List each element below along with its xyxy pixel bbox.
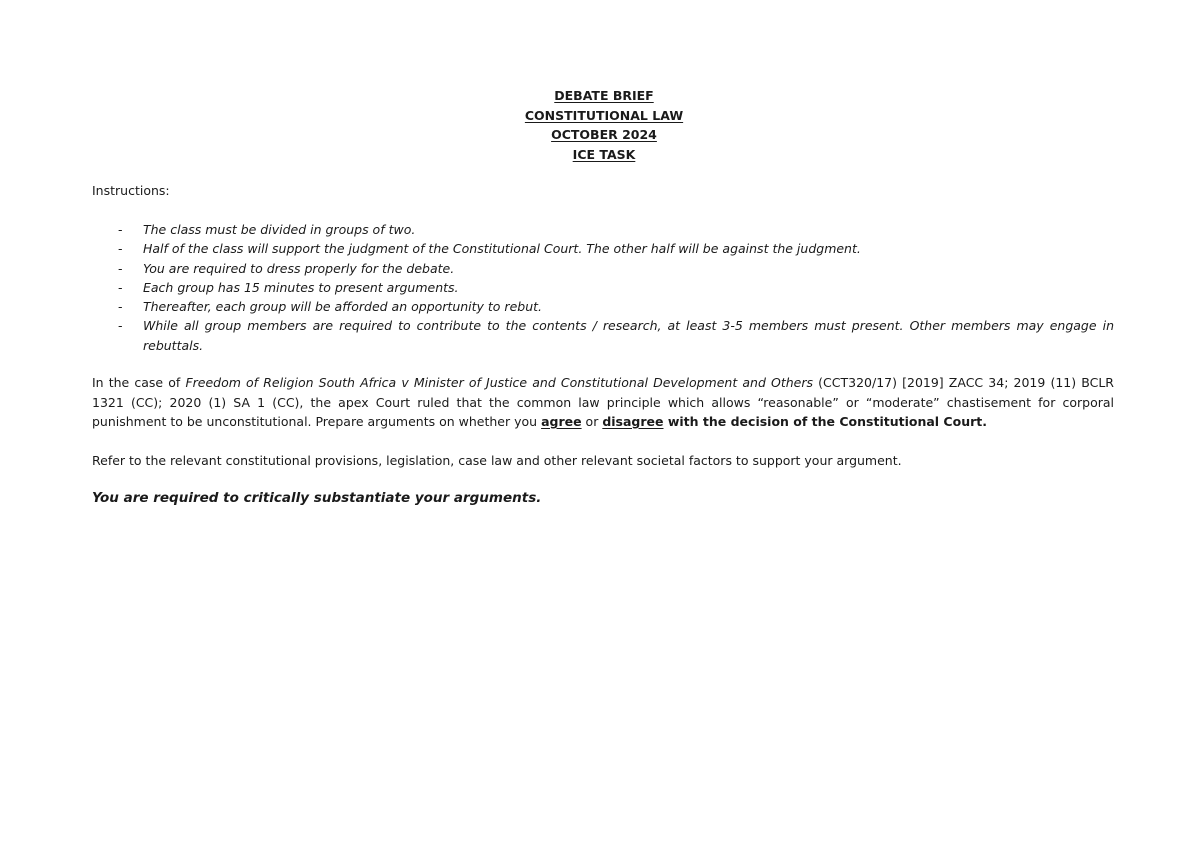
list-item: [92, 239, 1114, 258]
title-line-task: ICE TASK: [572, 146, 636, 162]
list-item: [92, 259, 1114, 278]
title-line-subject: CONSTITUTIONAL LAW: [524, 107, 684, 123]
list-item-text: You are required to dress properly for the debate.: [143, 260, 455, 276]
bullet-dash: -: [118, 260, 123, 276]
list-item: [92, 220, 1114, 239]
list-item: [92, 297, 1114, 316]
list-item-text: Half of the class will support the judgment of the Constitutional Court. The other half will be against the judgment.: [143, 241, 861, 257]
list-item-text: Thereafter, each group will be afforded an opportunity to rebut.: [143, 299, 542, 315]
list-item-text: Each group has 15 minutes to present arguments.: [143, 279, 459, 295]
bullet-dash: -: [118, 279, 123, 295]
case-name: Freedom of Religion South Africa v Minister of Justice and Constitutional Development and Others: [185, 375, 814, 390]
instructions-label: Instructions:: [92, 183, 170, 198]
bullet-dash: -: [118, 241, 123, 257]
list-item: [92, 316, 1114, 355]
bullet-dash: -: [118, 222, 123, 237]
agree-word: agree: [541, 414, 582, 429]
instructions-list: [92, 220, 1114, 355]
list-item-text: The class must be divided in groups of two.: [143, 222, 416, 237]
title-line-date: OCTOBER 2024: [551, 127, 657, 142]
case-closing: with the decision of the Constitutional Court.: [663, 414, 987, 429]
bullet-dash: -: [118, 299, 123, 315]
case-citation-body: (CCT320/17) [2019] ZACC 34; 2019 (11) BCLR 1321 (CC); 2020 (1) SA 1 (CC), the apex Court ruled that the common law principle which allows “reasonable” or “moderate” chastisement for corporal punishment to be unconstitutional. Prepare arguments on whether you: [92, 375, 1114, 429]
or-word: or: [581, 414, 603, 429]
document-title: [0, 86, 1200, 164]
list-item: [92, 278, 1114, 297]
bullet-dash: -: [118, 318, 123, 334]
case-paragraph: [92, 373, 1114, 432]
emphasis-line: You are required to critically substantiate your arguments.: [92, 490, 542, 506]
case-intro: In the case of: [92, 375, 186, 390]
title-line-debate-brief: DEBATE BRIEF: [554, 88, 654, 103]
list-item-text: While all group members are required to contribute to the contents / research, at least 3-5 members must present. Other members may engage in rebuttals.: [143, 318, 1114, 353]
refer-paragraph: Refer to the relevant constitutional provisions, legislation, case law and other relevant societal factors to support your argument.: [92, 453, 902, 468]
disagree-word: disagree: [602, 414, 664, 429]
